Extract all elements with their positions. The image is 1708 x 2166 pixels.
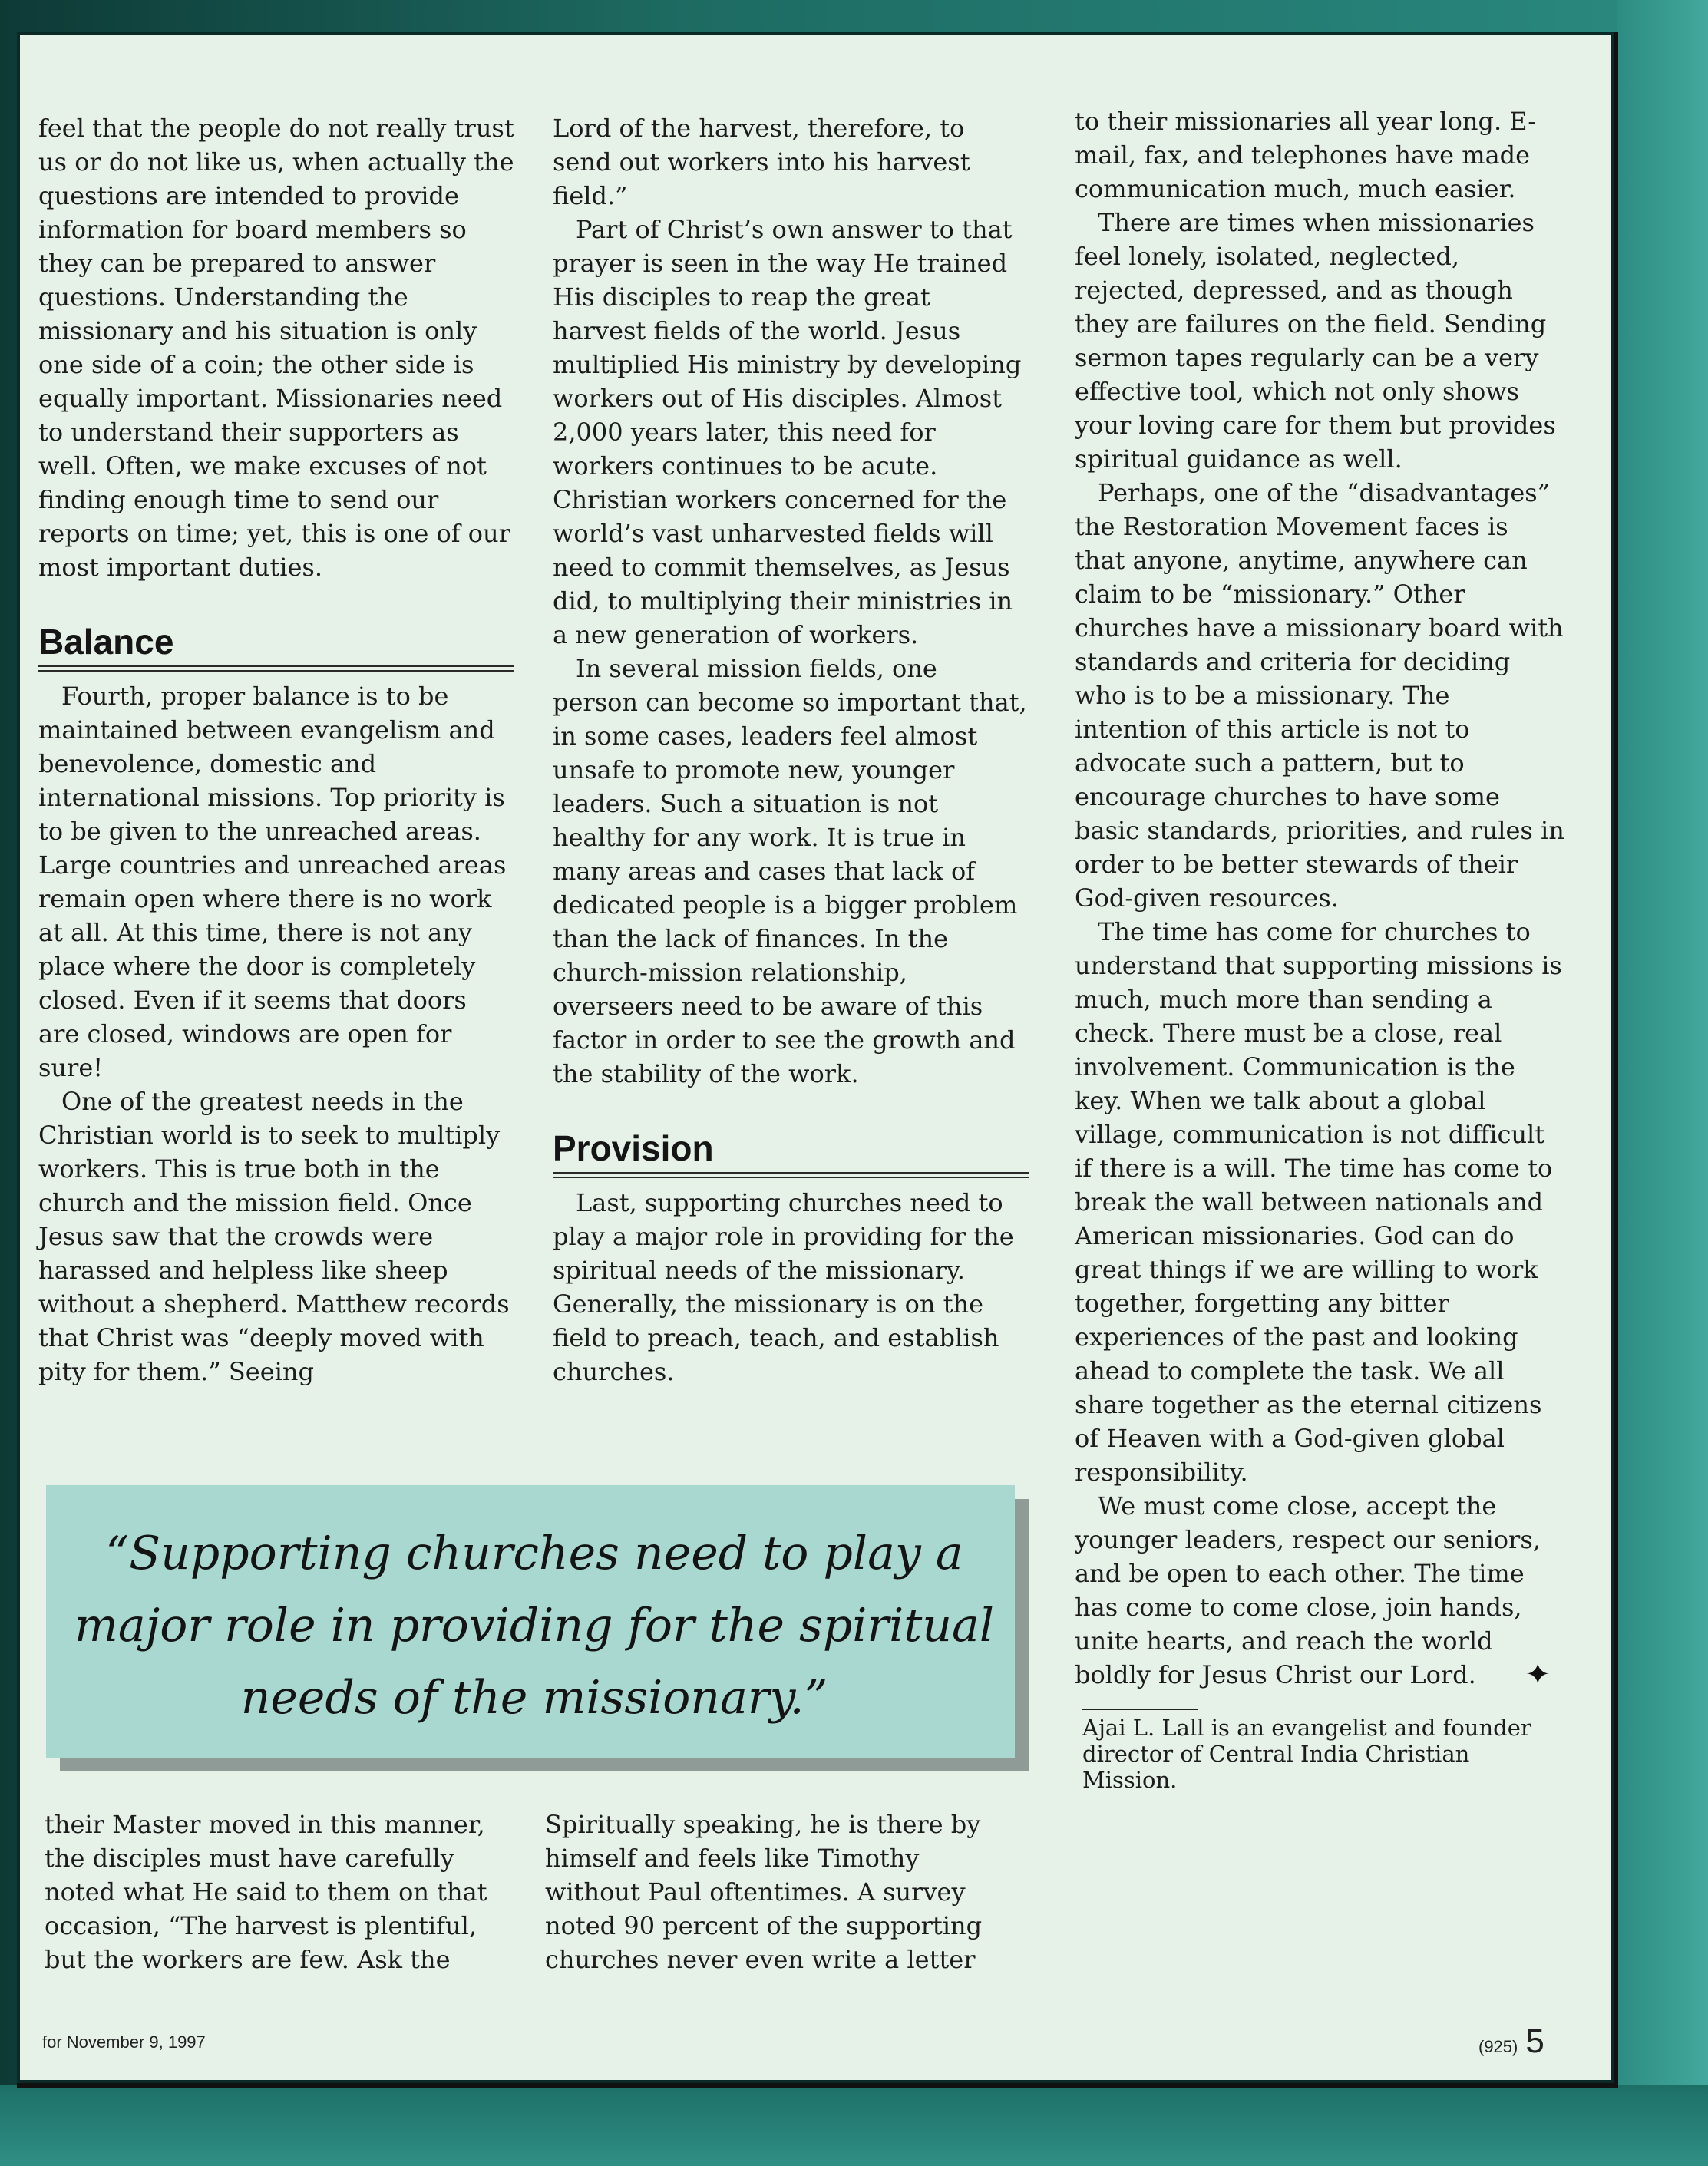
page-number: 5 bbox=[1525, 2022, 1544, 2060]
col3-paragraph-5 bbox=[1075, 1489, 1566, 1692]
lower-left-text: their Master moved in this manner, the disciples must have carefully noted what He said to them on that occasion, “The harvest is plentiful, but the workers are few. Ask the bbox=[45, 1810, 487, 1974]
col2-paragraph-3: In several mission fields, one person can become so important that, in some cases, leaders feel almost unsafe to promote new, younger leaders. Such a situation is not healthy for any work. It is true in many areas and cases that lack of dedicated people is a bigger problem than the lack of finances. In the church-mission relationship, overseers need to be aware of this factor in order to see the growth and the stability of the work. bbox=[553, 654, 1027, 1088]
column-1 bbox=[38, 111, 514, 1388]
col1-intro-paragraph: feel that the people do not really trust us or do not like us, when actually the questions are intended to provide information for board members so they can be prepared to answer questions. Understanding the missionary and his situation is only one side of a coin; the other side is equally important. Missionaries need to understand their supporters as well. Often, we make excuses of not finding enough time to send our reports on time; yet, this is one of our most important duties. bbox=[38, 114, 514, 582]
author-bio: Ajai L. Lall is an evangelist and founder director of Central India Christian Mission. bbox=[1082, 1715, 1531, 1793]
provision-paragraph-1: Last, supporting churches need to play a major role in providing for the spiritual needs of the missionary. Generally, the missionary is on the field to preach, teach, and establish churches. bbox=[553, 1188, 1014, 1386]
heading-provision: Provision bbox=[553, 1128, 714, 1168]
right-edge-strip bbox=[1617, 0, 1708, 2166]
col3-paragraph-1: to their missionaries all year long. E-mail, fax, and telephones have made communication much, much easier. bbox=[1075, 107, 1537, 203]
col2-paragraph-1: Lord of the harvest, therefore, to send out workers into his harvest field.” bbox=[553, 114, 970, 210]
balance-paragraph-2: One of the greatest needs in the Christian world is to seek to multiply workers. This is true both in the church and the mission field. Once Jesus saw that the crowds were harassed and helpless like sheep without a shepherd. Matthew records that Christ was “deeply moved with pity for them.” Seeing bbox=[38, 1087, 510, 1386]
col3-paragraph-2: There are times when missionaries feel lonely, isolated, neglected, rejected, depressed, and as though they are failures on the field. Sending sermon tapes regularly can be a very effective tool, which not only shows your loving care for them but provides spiritual guidance as well. bbox=[1075, 208, 1556, 474]
col3-paragraph-5-text: We must come close, accept the younger leaders, respect our seniors, and be open to each other. The time has come to come close, join hands, unite hearts, and reach the world boldly for Jesus Christ our Lord. bbox=[1075, 1491, 1541, 1689]
lower-middle-text: Spiritually speaking, he is there by himself and feels like Timothy without Paul oftentimes. A survey noted 90 percent of the supporting churches never even write a letter bbox=[545, 1810, 983, 1974]
column-2 bbox=[553, 111, 1029, 1388]
col2-paragraph-2: Part of Christ’s own answer to that prayer is seen in the way He trained His disciples to reap the great harvest fields of the world. Jesus multiplied His ministry by developing workers out of His disciples. Almost 2,000 years later, this need for workers continues to be acute. Christian workers concerned for the world’s vast unharvested fields will need to commit themselves, as Jesus did, to multiplying their ministries in a new generation of workers. bbox=[553, 215, 1022, 649]
heading-rule bbox=[553, 1172, 1029, 1178]
pull-quote-box bbox=[46, 1485, 1015, 1758]
pull-quote-text: “Supporting churches need to play a major role in providing for the spiritual needs of the missionary.” bbox=[74, 1527, 995, 1725]
heading-rule bbox=[38, 665, 514, 672]
bio-rule bbox=[1082, 1709, 1198, 1710]
footer-page-info bbox=[1478, 2022, 1544, 2061]
col3-paragraph-3: Perhaps, one of the “disadvantages” the Restoration Movement faces is that anyone, anytime, anywhere can claim to be “missionary.” Other churches have a missionary board with standards and criteria for deciding who is to be a missionary. The intention of this article is not to advocate such a pattern, but to encourage churches to have some basic standards, priorities, and rules in order to be better stewards of their God-given resources. bbox=[1075, 478, 1564, 913]
bottom-edge-strip bbox=[0, 2085, 1708, 2166]
footer-code: (925) bbox=[1478, 2037, 1518, 2056]
balance-paragraph-1: Fourth, proper balance is to be maintained between evangelism and benevolence, domestic and international missions. Top priority is to be given to the unreached areas. Large countries and unreached areas remain open where there is no work at all. At this time, there is not any place where the door is completely closed. Even if it seems that doors are closed, windows are open for sure! bbox=[38, 682, 507, 1082]
heading-balance: Balance bbox=[38, 622, 174, 662]
footer-date: for November 9, 1997 bbox=[42, 2032, 206, 2052]
end-mark-icon: ✦ bbox=[1525, 1657, 1551, 1692]
column-3 bbox=[1075, 104, 1566, 1793]
col3-paragraph-4: The time has come for churches to understand that supporting missions is much, much more than sending a check. There must be a close, real involvement. Communication is the key. When we talk about a global village, communication is not difficult if there is a will. The time has come to break the wall between nationals and American missionaries. God can do great things if we are willing to work together, forgetting any bitter experiences of the past and looking ahead to complete the task. We all share together as the eternal citizens of Heaven with a God-given global responsibility. bbox=[1075, 917, 1562, 1487]
